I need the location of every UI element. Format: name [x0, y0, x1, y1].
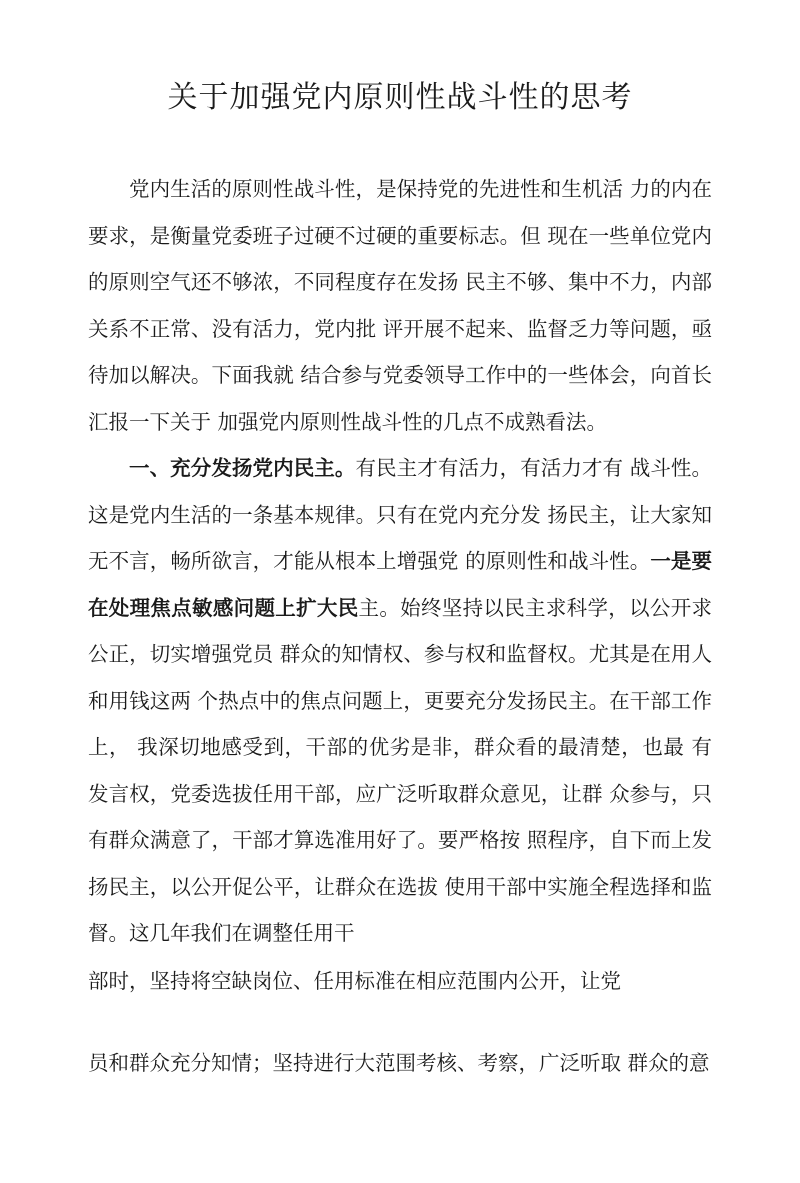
text-line: 员和群众充分知情；坚持进行大范围考核、考察，广泛听取 群众的意: [88, 1051, 710, 1075]
section-text: 有民主才有活力，有活力才有 战斗性。这是党内生活的一条基本规律。只有在党内充分发 扬民主，让大家知无不言，畅所欲言，才能从根本上增强党 的原则性和战斗性。: [88, 456, 713, 573]
subsection-text: 主。始终坚持以民主求科学，以公开求公正，切实增强党员 群众的知情权、参与权和监督权。尤其是在用人和用钱这两 个热点中的焦点问题上，更要充分发扬民主。在干部工作上， 我深切地感受到，干部的优劣是非，群众看的最清楚，也最 有发言权，党委选拔任用干部，应广泛听取群众意见，让群 众参与，只有群众满意了，干部才算选准用好了。要严格按 照程序，自下而上发扬民主，以公开促公平，让群众在选拔 使用干部中实施全程选择和监督。这几年我们在调整任用干: [88, 595, 713, 945]
page-title: 关于加强党内原则性战斗性的思考: [167, 80, 633, 115]
subsection-heading: 一是要在处理焦点敏感问题上扩大民: [88, 549, 713, 620]
section-heading: 一、充分发扬党内民主。: [129, 456, 356, 480]
paragraph-intro: 党内生活的原则性战斗性，是保持党的先进性和生机活 力的内在要求，是衡量党委班子过硬不过硬的重要标志。但 现在一些单位党内的原则空气还不够浓，不同程度存在发扬 民主不够、集中不力，内部关系不正常、没有活力，党内批 评开展不起来、监督乏力等问题，亟待加以解决。下面我就 结合参与党委领导工作中的一些体会，向首长汇报一下关于 加强党内原则性战斗性的几点不成熟看法。: [88, 177, 712, 434]
paragraph-section-one: [88, 445, 712, 957]
text-line: 部时，坚持将空缺岗位、任用标准在相应范围内公开，让党: [88, 969, 621, 993]
